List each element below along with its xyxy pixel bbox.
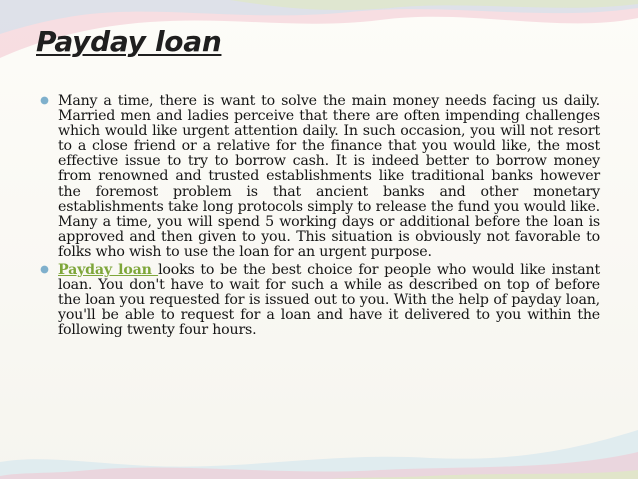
- bullet-list: [40, 94, 600, 342]
- bullet-text: looks to be the best choice for people who would like instant loan. You don't have to wait for such a while as described on top of before the loan you requested for is issued out to you. With the help of payday loan, you'll be able to request for a loan and have it delivered to you within the following twenty four hours.: [58, 262, 601, 339]
- slide-title: Payday loan: [36, 25, 222, 58]
- bullet-item-1: [40, 94, 600, 260]
- circle-bullet-icon: [40, 96, 49, 105]
- bullet-text: Many a time, there is want to solve the main money needs facing us daily. Married men and ladies perceive that there are often impending challenges which would like urgent attention daily. In such occasion, you will not resort to a close friend or a relative for the finance that you would like, the most effective issue to try to borrow cash. It is indeed better to borrow money from renowned and trusted establishments like traditional banks however the foremost problem is that ancient banks and other monetary establishments take long protocols simply to release the fund you would like. Many a time, you will spend 5 working days or additional before the loan is approved and then given to you. This situation is obviously not favorable to folks who wish to use the loan for an urgent purpose.: [58, 93, 600, 260]
- circle-bullet-icon: [40, 265, 49, 274]
- bullet-item-2: [40, 263, 600, 338]
- payday-loan-link[interactable]: Payday loan: [58, 262, 159, 279]
